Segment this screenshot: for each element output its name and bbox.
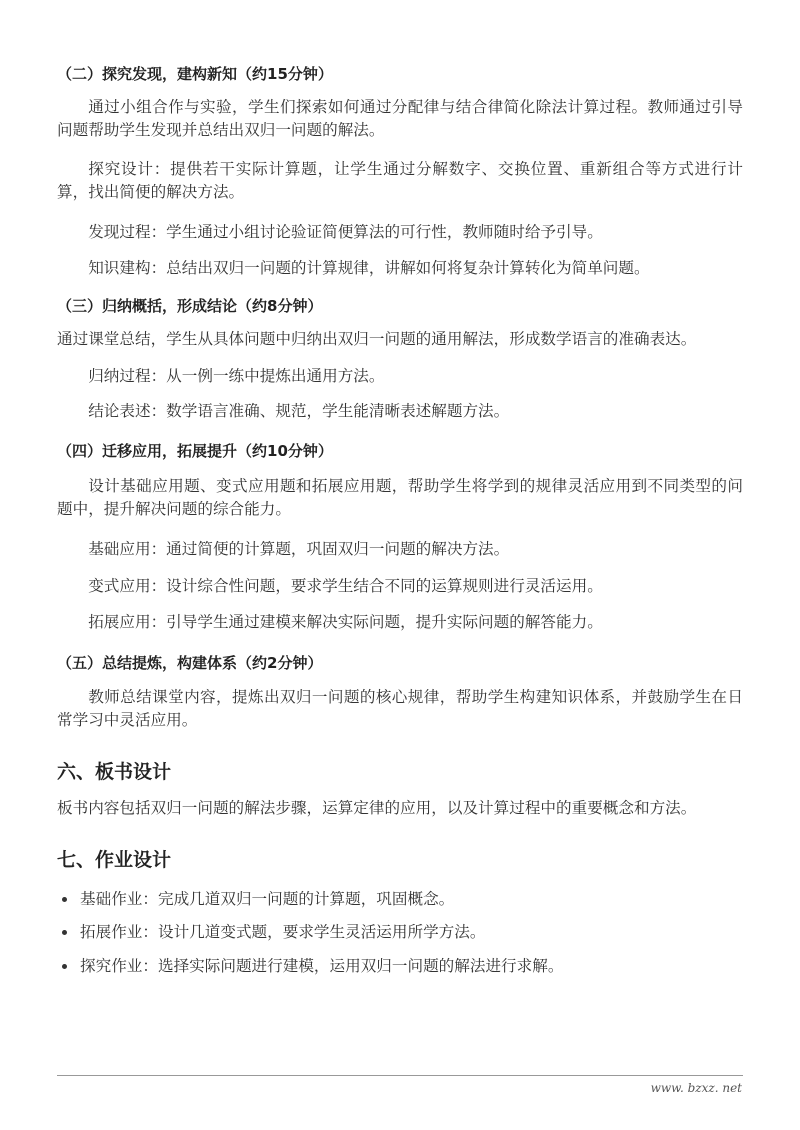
paragraph: 归纳过程：从一例一练中提炼出通用方法。: [88, 367, 385, 385]
watermark: bzxz.net: [372, 985, 770, 1078]
section-heading: （二）探究发现，建构新知（约15分钟）: [57, 65, 333, 83]
homework-item-text: 探究作业：选择实际问题进行建模，运用双归一问题的解法进行求解。: [80, 957, 564, 975]
paragraph: 知识建构：总结出双归一问题的计算规律，讲解如何将复杂计算转化为简单问题。: [88, 259, 650, 277]
bullet-icon: [62, 930, 67, 935]
document-body: [57, 63, 743, 978]
homework-heading: 七、作业设计: [57, 849, 172, 871]
paragraph: 结论表述：数学语言准确、规范，学生能清晰表述解题方法。: [88, 402, 510, 420]
board-heading: 六、板书设计: [57, 761, 172, 783]
paragraph: 教师总结课堂内容，提炼出双归一问题的核心规律，帮助学生构建知识体系，并鼓励学生在日常学习中灵活应用。: [57, 688, 743, 729]
paragraph: 探究设计：提供若干实际计算题，让学生通过分解数字、交换位置、重新组合等方式进行计算，找出简便的解决方法。: [57, 160, 743, 201]
section-heading: （五）总结提炼，构建体系（约2分钟）: [57, 654, 323, 672]
homework-item-text: 基础作业：完成几道双归一问题的计算题，巩固概念。: [80, 890, 455, 908]
bullet-icon: [62, 897, 67, 902]
homework-item: [72, 888, 743, 911]
homework-item-text: 拓展作业：设计几道变式题，要求学生灵活运用所学方法。: [80, 923, 486, 941]
homework-item: [72, 955, 743, 978]
paragraph: 通过小组合作与实验，学生们探索如何通过分配律与结合律简化除法计算过程。教师通过引导问题帮助学生发现并总结出双归一问题的解法。: [57, 98, 743, 139]
bullet-icon: [62, 964, 67, 969]
paragraph: 通过课堂总结，学生从具体问题中归纳出双归一问题的通用解法，形成数学语言的准确表达。: [57, 330, 697, 348]
board-text: 板书内容包括双归一问题的解法步骤，运算定律的应用，以及计算过程中的重要概念和方法。: [57, 799, 697, 817]
section-heading: （四）迁移应用，拓展提升（约10分钟）: [57, 442, 333, 460]
paragraph: 基础应用：通过简便的计算题，巩固双归一问题的解决方法。: [88, 540, 510, 558]
homework-item: [72, 921, 743, 944]
paragraph: 发现过程：学生通过小组讨论验证简便算法的可行性，教师随时给予引导。: [88, 223, 603, 241]
paragraph: 变式应用：设计综合性问题，要求学生结合不同的运算规则进行灵活运用。: [88, 577, 603, 595]
section-heading: （三）归纳概括，形成结论（约8分钟）: [57, 297, 323, 315]
paragraph: 设计基础应用题、变式应用题和拓展应用题，帮助学生将学到的规律灵活应用到不同类型的问题中，提升解决问题的综合能力。: [57, 477, 743, 518]
paragraph: 拓展应用：引导学生通过建模来解决实际问题，提升实际问题的解答能力。: [88, 613, 603, 631]
footer-url: www. bzxz. net: [650, 1081, 742, 1095]
footer-divider: [57, 1075, 743, 1076]
